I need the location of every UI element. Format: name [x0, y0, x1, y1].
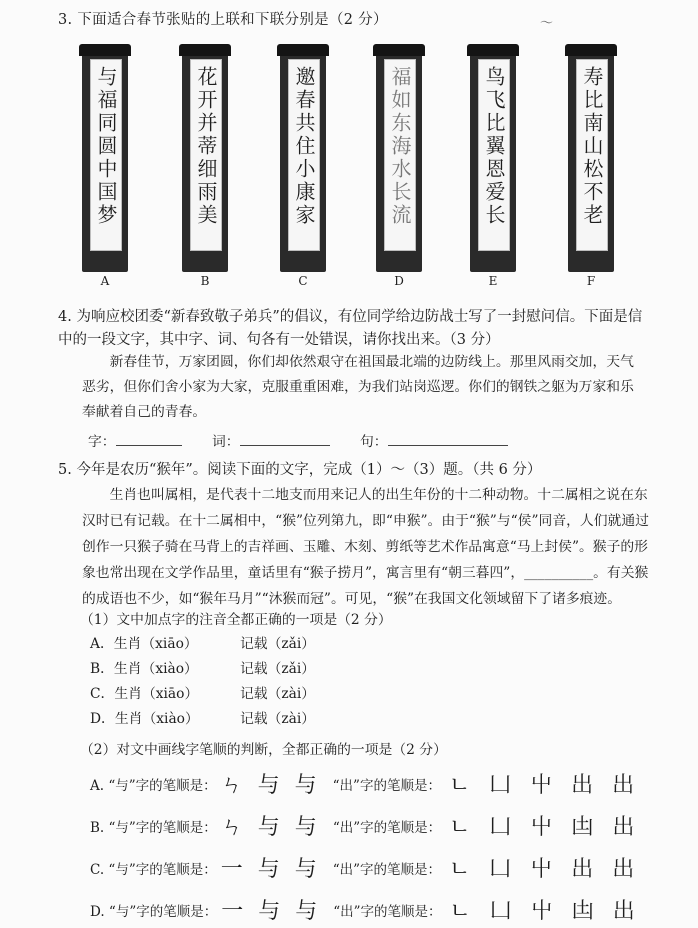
couplet-scroll-a [82, 44, 128, 272]
couplet-label: E [488, 274, 498, 288]
couplet-text: 寿比南山松不老 [580, 66, 604, 227]
stroke-prefix: B. “与”字的笔顺是： [90, 819, 217, 836]
option-p2: 记载（zǎi） [240, 636, 316, 652]
option-label: A．生肖（xiāo） [90, 636, 198, 652]
option-row [90, 657, 315, 677]
couplet-text: 花开并蒂细雨美 [194, 66, 218, 227]
couplet-scroll-b [182, 44, 228, 272]
stroke-mid: “出”字的笔顺是： [332, 777, 441, 794]
yu-strokes: ㄣ 与 与 [220, 815, 321, 840]
option-label: C．生肖（xiāo） [90, 686, 199, 702]
couplet-text: 鸟飞比翼恩爱长 [482, 66, 506, 227]
couplet-label: A [100, 274, 110, 288]
tick-mark: ～ [540, 16, 554, 31]
option-label: B．生肖（xiào） [90, 661, 198, 677]
subquestion-2: （2）对文中画线字笔顺的判断，全都正确的一项是（2 分） [80, 742, 447, 758]
yu-strokes: 一 与 与 [221, 899, 322, 924]
question-5-title: 5. 今年是农历“猴年”。阅读下面的文字，完成（1）～（3）题。（共 6 分） [58, 462, 542, 478]
couplet-scroll-e [470, 44, 516, 272]
couplet-scrolls [82, 44, 642, 289]
chu-strokes: ㄴ 凵 屮 凷 出 [449, 815, 641, 840]
subquestion-1: （1）文中加点字的注音全都正确的一项是（2 分） [80, 612, 392, 628]
option-p2: 记载（zài） [240, 686, 316, 702]
couplet-text: 邀春共住小康家 [292, 66, 316, 227]
letter-excerpt: 新春佳节，万家团圆，你们却依然艰守在祖国最北端的边防线上。那里风雨交加，天气恶劣，但你们舍小家为大家，克服重重困难，为我们站岗巡逻。你们的钢铁之躯为万家和乐奉献着自己的青春。 [82, 354, 634, 420]
couplet-label: F [586, 274, 596, 288]
option-p2: 记载（zài） [240, 711, 316, 727]
blank-word-line[interactable] [240, 431, 330, 446]
chu-strokes: ㄴ 凵 屮 凷 出 [449, 899, 641, 924]
couplet-label: D [394, 274, 404, 288]
blank-char-line[interactable] [116, 431, 182, 446]
blank-char-label: 字： [88, 434, 116, 450]
couplet-text: 福如东海水长流 [388, 66, 412, 227]
stroke-prefix: D. “与”字的笔顺是： [90, 903, 218, 920]
blank-sentence-line[interactable] [388, 431, 508, 446]
stroke-option-d [90, 894, 641, 925]
yu-strokes: 一 与 与 [220, 857, 321, 882]
couplet-scroll-f [568, 44, 614, 272]
option-label: D．生肖（xiào） [90, 711, 199, 727]
yu-strokes: ㄣ 与 与 [220, 773, 321, 798]
couplet-scroll-d [376, 44, 422, 272]
blank-word-label: 词： [211, 434, 240, 450]
couplet-label: B [200, 274, 210, 288]
stroke-mid: “出”字的笔顺是： [332, 861, 442, 878]
stroke-prefix: A. “与”字的笔顺是： [90, 777, 217, 794]
option-row [90, 632, 315, 652]
stroke-mid: “出”字的笔顺是： [332, 819, 442, 836]
chu-strokes: ㄴ 凵 屮 出 出 [449, 857, 641, 882]
stroke-option-c [90, 852, 640, 883]
couplet-scroll-c [280, 44, 326, 272]
stroke-prefix: C. “与”字的笔顺是： [90, 861, 217, 878]
stroke-option-b [90, 810, 640, 841]
reading-passage: 生肖也叫属相，是代表十二地支而用来记人的出生年份的十二种动物。十二属相之说在东汉时已有记载。在十二属相中，“猴”位列第九，即“申猴”。由于“猴”与“侯”同音，人们就通过创作一只猴子骑在马背上的吉祥画、玉雕、木刻、剪纸等艺术作品寓意“马上封侯”。猴子的形象也常出现在文学作品里，童话里有“猴子捞月”，寓言里有“朝三暮四”，__________。有关猴的成语也不少，如“猴年马月”“沐猴而冠”。可见，“猴”在我国文化领域留下了诸多痕迹。 [82, 487, 649, 607]
stroke-option-a [90, 768, 640, 799]
question-3-title: 3. 下面适合春节张贴的上联和下联分别是（2 分） [58, 12, 388, 28]
couplet-text: 与福同圆中国梦 [94, 66, 118, 227]
couplet-label: C [298, 274, 308, 288]
answer-blanks [88, 430, 508, 450]
stroke-mid: “出”字的笔顺是： [333, 903, 442, 920]
option-p2: 记载（zǎi） [240, 661, 316, 677]
chu-strokes: ㄴ 凵 屮 出 出 [448, 773, 641, 798]
blank-sentence-label: 句： [359, 434, 388, 450]
question-4-title: 4. 为响应校团委“新春致敬子弟兵”的倡议，有位同学给边防战士写了一封慰问信。下面是信中的一段文字，其中字、词、句各有一处错误，请你找出来。（3 分） [58, 309, 643, 348]
option-row [90, 707, 315, 727]
option-row [90, 682, 315, 702]
